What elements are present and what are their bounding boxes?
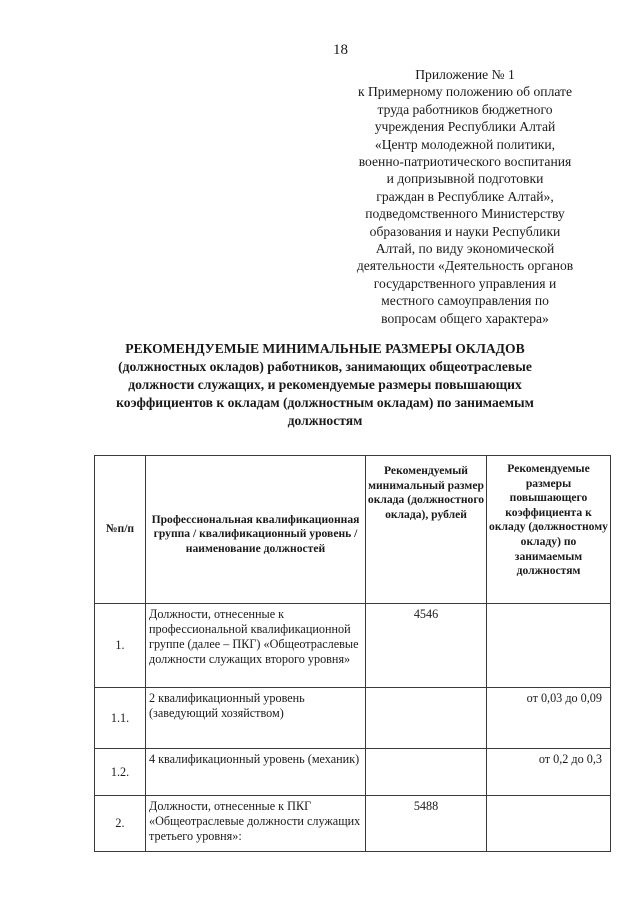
row-salary [366, 749, 487, 796]
appendix-line: вопросам общего характера» [381, 310, 549, 326]
appendix-line: труда работников бюджетного [377, 101, 553, 117]
row-number: 1.2. [95, 749, 146, 796]
table-row [95, 749, 611, 796]
header-coefficient: Рекомендуемые размеры повышающего коэффициента к окладу (должностному окладу) по занимаемым должностям [487, 456, 611, 604]
row-salary: 4546 [366, 604, 487, 688]
table-row [95, 796, 611, 852]
appendix-line: образования и науки Республики [369, 223, 561, 239]
row-number: 2. [95, 796, 146, 852]
title-line: (должностных окладов) работников, занимающих общеотраслевые [118, 359, 532, 374]
appendix-caption [330, 66, 600, 327]
title-line: коэффициентов к окладам (должностным окладам) по занимаемым [116, 395, 534, 410]
appendix-line: Алтай, по виду экономической [375, 241, 555, 257]
appendix-line: местного самоуправления по [381, 293, 549, 309]
row-coefficient: от 0,03 до 0,09 [487, 688, 611, 749]
appendix-line: и допризывной подготовки [386, 171, 544, 187]
row-salary: 5488 [366, 796, 487, 852]
row-coefficient: от 0,2 до 0,3 [487, 749, 611, 796]
row-coefficient [487, 796, 611, 852]
appendix-line: военно-патриотического воспитания [358, 154, 572, 170]
row-name: Должности, отнесенные к ПКГ «Общеотраслевые должности служащих третьего уровня»: [146, 796, 366, 852]
title-line: РЕКОМЕНДУЕМЫЕ МИНИМАЛЬНЫЕ РАЗМЕРЫ ОКЛАДОВ [125, 341, 525, 356]
title-line: должностям [287, 413, 363, 428]
row-number: 1. [95, 604, 146, 688]
row-salary [366, 688, 487, 749]
header-salary: Рекомендуемый минимальный размер оклада (должностного оклада), рублей [366, 456, 487, 604]
salary-table [94, 455, 611, 852]
row-name: 4 квалификационный уровень (механик) [146, 749, 366, 796]
title-line: должности служащих, и рекомендуемые размеры повышающих [128, 377, 522, 392]
row-name: 2 квалификационный уровень (заведующий хозяйством) [146, 688, 366, 749]
appendix-line: граждан в Республике Алтай», [376, 188, 554, 204]
appendix-line: государственного управления и [373, 275, 557, 291]
table-row [95, 688, 611, 749]
header-group-name: Профессиональная квалификационная группа / квалификационный уровень / наименование должностей [146, 456, 366, 604]
row-number: 1.1. [95, 688, 146, 749]
appendix-line: учреждения Республики Алтай [374, 119, 556, 135]
appendix-line: к Примерному положению об оплате [357, 84, 573, 100]
appendix-line: «Центр молодежной политики, [374, 136, 556, 152]
header-number: №п/п [95, 456, 146, 604]
table-header-row [95, 456, 611, 604]
row-coefficient [487, 604, 611, 688]
appendix-line: Приложение № 1 [415, 67, 515, 82]
page-number: 18 [333, 42, 348, 58]
table-row [95, 604, 611, 688]
row-name: Должности, отнесенные к профессиональной квалификационной группе (далее – ПКГ) «Общеотраслевые должности служащих второго уровня» [146, 604, 366, 688]
document-title [100, 340, 550, 430]
appendix-line: деятельности «Деятельность органов [356, 258, 574, 274]
appendix-line: подведомственного Министерству [365, 206, 565, 222]
